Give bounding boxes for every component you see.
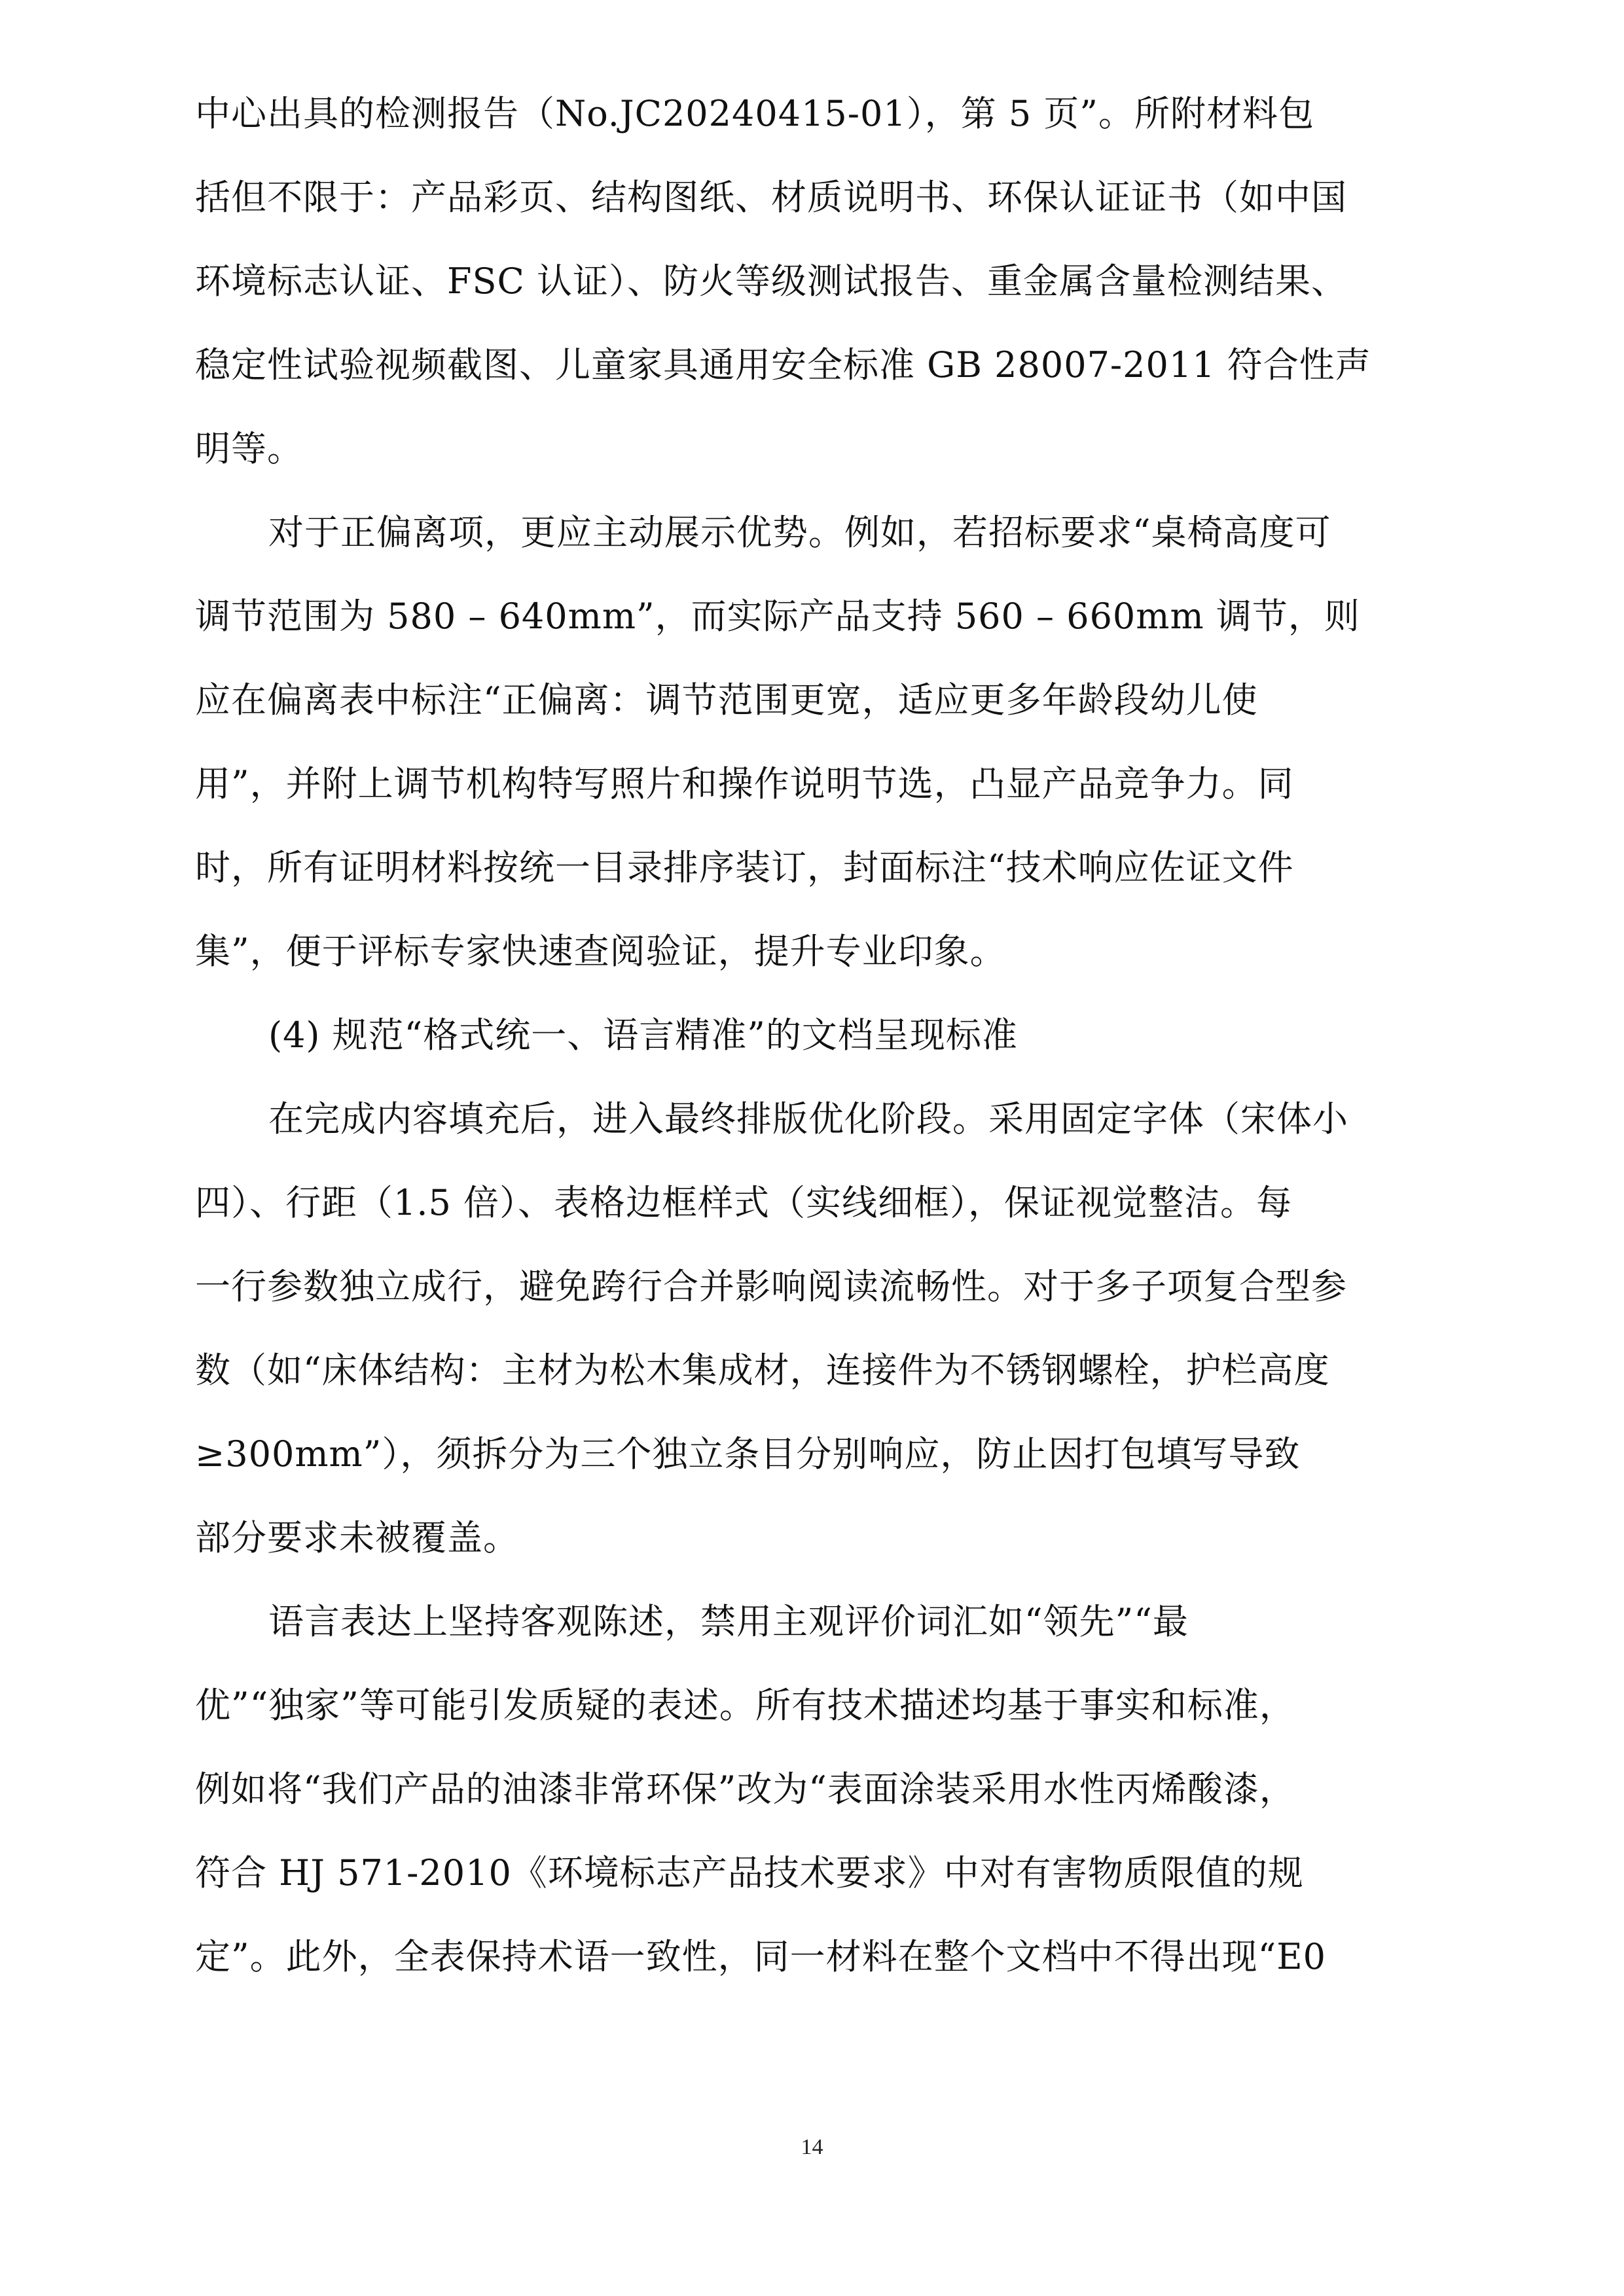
text-line: 明等。 [195,428,303,469]
text-line: 定”。此外，全表保持术语一致性，同一材料在整个文档中不得出现“E0 [195,1936,1326,1977]
text-line: 部分要求未被覆盖。 [195,1517,519,1558]
text-line: 语言表达上坚持客观陈述，禁用主观评价词汇如“领先”“最 [268,1601,1189,1642]
text-line: 四）、行距（1.5 倍）、表格边框样式（实线细框），保证视觉整洁。每 [195,1182,1293,1223]
text-line: 例如将“我们产品的油漆非常环保”改为“表面涂装采用水性丙烯酸漆， [195,1768,1295,1810]
text-line: 应在偏离表中标注“正偏离：调节范围更宽，适应更多年龄段幼儿使 [195,679,1258,721]
body-text [195,72,1439,1999]
text-line: 时，所有证明材料按统一目录排序装订，封面标注“技术响应佐证文件 [195,847,1294,888]
paragraph-evidence-materials [195,72,1439,491]
text-line: 中心出具的检测报告（No.JC20240415-01），第 5 页”。所附材料包 [195,93,1315,134]
paragraph-layout-optimization [195,1077,1439,1580]
section-heading-format-standard [195,994,1439,1077]
text-line: 稳定性试验视频截图、儿童家具通用安全标准 GB 28007-2011 符合性声 [195,344,1371,386]
text-line: 括但不限于：产品彩页、结构图纸、材质说明书、环保认证证书（如中国 [195,177,1347,218]
text-line: 数（如“床体结构：主材为松木集成材，连接件为不锈钢螺栓，护栏高度 [195,1350,1330,1391]
text-line: 一行参数独立成行，避免跨行合并影响阅读流畅性。对于多子项复合型参 [195,1266,1347,1307]
text-line: 在完成内容填充后，进入最终排版优化阶段。采用固定字体（宋体小 [268,1098,1348,1139]
text-line: 符合 HJ 571-2010《环境标志产品技术要求》中对有害物质限值的规 [195,1852,1304,1893]
text-line: 对于正偏离项，更应主动展示优势。例如，若招标要求“桌椅高度可 [268,512,1331,553]
text-line: 集”，便于评标专家快速查阅验证，提升专业印象。 [195,931,1006,972]
text-line: 调节范围为 580 – 640mm”，而实际产品支持 560 – 660mm 调节，则 [195,596,1360,637]
paragraph-positive-deviation [195,491,1439,994]
text-line: 环境标志认证、FSC 认证）、防火等级测试报告、重金属含量检测结果、 [195,260,1347,302]
paragraph-language-expression [195,1580,1439,1999]
section-heading: (4) 规范“格式统一、语言精准”的文档呈现标准 [268,1014,1018,1056]
text-line: 优”“独家”等可能引发质疑的表述。所有技术描述均基于事实和标准， [195,1685,1295,1726]
page-number: 14 [801,2135,823,2159]
text-line: 用”，并附上调节机构特写照片和操作说明节选，凸显产品竞争力。同 [195,763,1294,804]
text-line: ≥300mm”），须拆分为三个独立条目分别响应，防止因打包填写导致 [195,1433,1301,1475]
